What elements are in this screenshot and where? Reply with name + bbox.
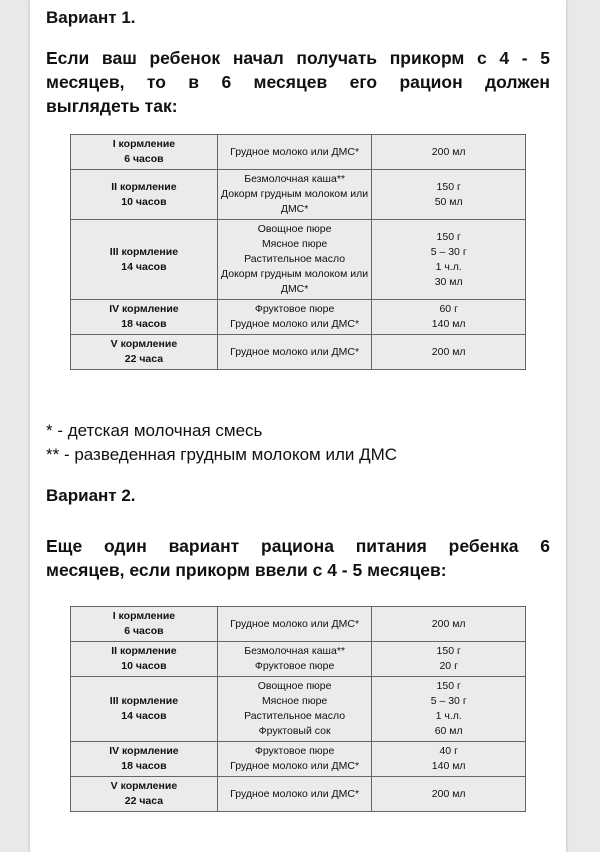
feeding-time: 14 часов: [121, 260, 167, 273]
amount-value: 200 мл: [431, 617, 466, 630]
food-item: Докорм грудным молоком или ДМС*: [221, 268, 369, 295]
feeding-label: IV кормление: [109, 303, 179, 315]
amount-cell: [372, 642, 526, 677]
food-item: Безмолочная каша**: [244, 173, 345, 185]
food-cell: [217, 335, 372, 370]
variant-1-title: Вариант 1.: [46, 8, 136, 27]
variant-1-table-row: [71, 335, 526, 370]
food-cell: [217, 220, 372, 300]
food-item: Растительное масло: [244, 253, 346, 265]
variant-2-table-row: [71, 777, 526, 812]
variant-1-lead: [46, 46, 550, 118]
amount-value: 1 ч.л.: [435, 260, 462, 273]
food-cell: [217, 170, 372, 220]
amount-value: 5 – 30 г: [430, 695, 467, 707]
food-item: Фруктовое пюре: [254, 660, 335, 672]
food-item: Грудное молоко или ДМС*: [230, 345, 360, 358]
feeding-time: 18 часов: [121, 760, 167, 772]
variant-2-table-row: [71, 607, 526, 642]
feeding-time: 22 часа: [124, 795, 164, 807]
variant-1-lead-line-3: выглядеть так:: [46, 96, 178, 116]
variant-1-lead-line-2: месяцев, то в 6 месяцев его рацион должен: [46, 72, 550, 92]
feeding-label: II кормление: [111, 180, 177, 193]
food-item: Грудное молоко или ДМС*: [230, 760, 360, 772]
amount-value: 50 мл: [434, 195, 463, 208]
variant-2-lead-line-1: Еще один вариант рациона питания ребенка 6: [46, 536, 550, 556]
amount-cell: [372, 335, 526, 370]
amount-cell: [372, 135, 526, 170]
variant-1-lead-line-1: Если ваш ребенок начал получать прикорм с 4 - 5: [46, 48, 550, 68]
feeding-time: 10 часов: [121, 195, 167, 208]
feeding-time: 14 часов: [121, 710, 167, 722]
food-item: Фруктовое пюре: [254, 303, 335, 315]
feeding-cell: [71, 170, 218, 220]
amount-value: 60 мл: [434, 725, 463, 737]
amount-cell: [372, 170, 526, 220]
variant-2-table-row: [71, 677, 526, 742]
amount-value: 5 – 30 г: [430, 245, 467, 258]
variant-2-feeding-table: [70, 606, 526, 812]
variant-1-table-row: [71, 170, 526, 220]
amount-value: 150 г: [436, 680, 461, 692]
variant-2-table-row: [71, 742, 526, 777]
food-item: Растительное масло: [244, 710, 346, 722]
amount-value: 20 г: [439, 660, 458, 672]
food-cell: [217, 135, 372, 170]
variant-2-lead: [46, 534, 550, 582]
food-item: Грудное молоко или ДМС*: [230, 318, 360, 330]
feeding-label: IV кормление: [109, 745, 179, 757]
feeding-time: 18 часов: [121, 318, 167, 330]
food-item: Овощное пюре: [257, 680, 332, 692]
amount-cell: [372, 300, 526, 335]
feeding-cell: [71, 220, 218, 300]
feeding-label: V кормление: [110, 338, 178, 350]
food-cell: [217, 777, 372, 812]
feeding-time: 6 часов: [124, 625, 164, 637]
feeding-label: III кормление: [109, 245, 179, 258]
feeding-label: II кормление: [111, 645, 177, 657]
food-cell: [217, 642, 372, 677]
feeding-cell: [71, 742, 218, 777]
variant-2-table-row: [71, 642, 526, 677]
feeding-cell: [71, 607, 218, 642]
food-item: Грудное молоко или ДМС*: [230, 787, 360, 800]
amount-value: 150 г: [436, 180, 461, 193]
amount-cell: [372, 742, 526, 777]
amount-cell: [372, 677, 526, 742]
amount-value: 140 мл: [431, 760, 466, 772]
food-cell: [217, 607, 372, 642]
feeding-cell: [71, 777, 218, 812]
feeding-cell: [71, 135, 218, 170]
feeding-label: I кормление: [112, 610, 176, 622]
variant-1-table-row: [71, 135, 526, 170]
food-item: Фруктовое пюре: [254, 745, 335, 757]
footnote-diluted: ** - разведенная грудным молоком или ДМС: [46, 445, 398, 464]
food-item: Фруктовый сок: [258, 725, 331, 737]
feeding-label: I кормление: [112, 138, 176, 150]
amount-cell: [372, 607, 526, 642]
feeding-time: 22 часа: [124, 353, 164, 365]
feeding-cell: [71, 335, 218, 370]
feeding-cell: [71, 642, 218, 677]
document-page: [30, 0, 566, 852]
feeding-cell: [71, 677, 218, 742]
amount-value: 140 мл: [431, 318, 466, 330]
food-item: Докорм грудным молоком или ДМС*: [221, 188, 369, 215]
amount-value: 60 г: [439, 303, 458, 315]
amount-value: 1 ч.л.: [435, 710, 462, 722]
amount-value: 200 мл: [431, 787, 466, 800]
variant-2-title: Вариант 2.: [46, 486, 136, 505]
variant-1-table-row: [71, 300, 526, 335]
variant-2-lead-line-2: месяцев, если прикорм ввели с 4 - 5 месяцев:: [46, 560, 447, 580]
variant-1-table-row: [71, 220, 526, 300]
amount-value: 150 г: [436, 645, 461, 657]
footnote-formula: * - детская молочная смесь: [46, 421, 263, 440]
food-item: Мясное пюре: [261, 238, 328, 250]
feeding-cell: [71, 300, 218, 335]
amount-value: 30 мл: [434, 275, 463, 288]
food-cell: [217, 742, 372, 777]
food-item: Безмолочная каша**: [244, 645, 345, 657]
food-item: Овощное пюре: [257, 223, 332, 235]
amount-cell: [372, 777, 526, 812]
food-item: Грудное молоко или ДМС*: [230, 145, 360, 158]
food-item: Грудное молоко или ДМС*: [230, 617, 360, 630]
amount-value: 40 г: [439, 745, 458, 757]
food-item: Мясное пюре: [261, 695, 328, 707]
feeding-label: V кормление: [110, 780, 178, 792]
amount-value: 200 мл: [431, 145, 466, 158]
amount-cell: [372, 220, 526, 300]
feeding-time: 6 часов: [124, 153, 164, 165]
food-cell: [217, 677, 372, 742]
amount-value: 150 г: [436, 230, 461, 243]
food-cell: [217, 300, 372, 335]
feeding-label: III кормление: [109, 695, 179, 707]
variant-1-feeding-table: [70, 134, 526, 370]
feeding-time: 10 часов: [121, 660, 167, 672]
amount-value: 200 мл: [431, 345, 466, 358]
